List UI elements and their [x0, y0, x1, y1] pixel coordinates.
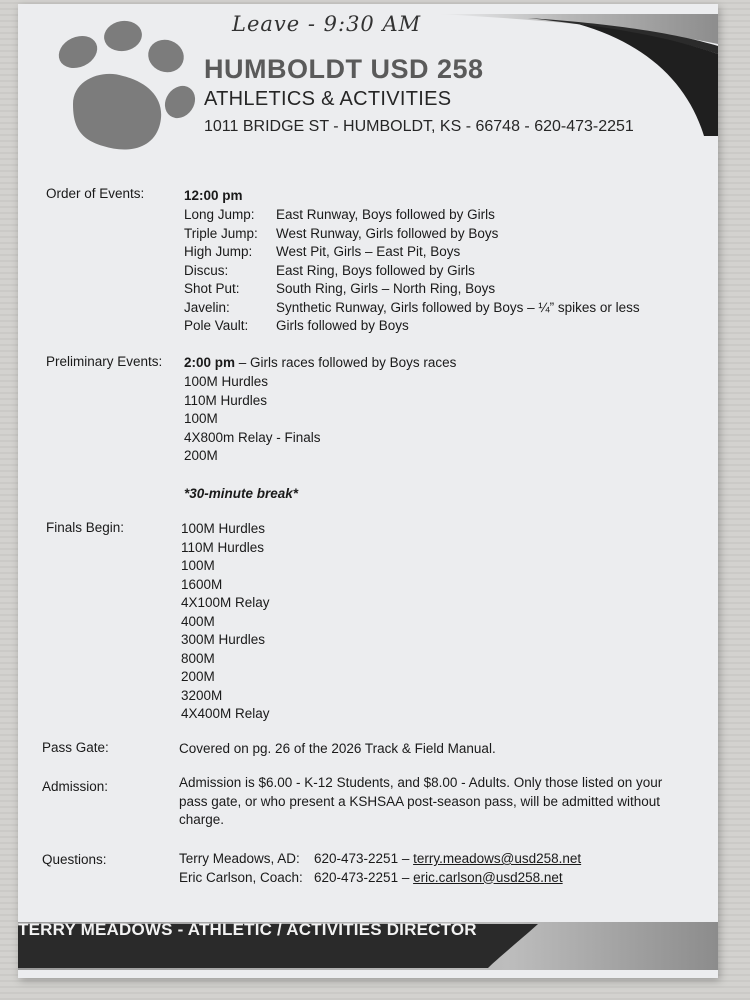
event-name: Shot Put: [184, 281, 240, 296]
paw-print-logo-icon [48, 14, 198, 159]
event-name-list [184, 206, 258, 336]
admission-line: Admission is $6.00 - K-12 Students, and $8.00 - Adults. Only those listed on your [179, 775, 663, 790]
handwritten-note: Leave - 9:30 AM [232, 12, 422, 36]
finals-event: 100M [181, 558, 215, 573]
admission-line: charge. [179, 812, 225, 827]
preliminary-event-list [184, 373, 321, 466]
contact-names [179, 850, 303, 887]
contact-phone: 620-473-2251 [314, 869, 399, 885]
event-detail: West Runway, Girls followed by Boys [276, 225, 499, 241]
contact-name: Eric Carlson, Coach: [179, 869, 303, 885]
finals-event: 3200M [181, 687, 223, 703]
event-detail: Girls followed by Boys [276, 318, 409, 333]
preliminary-time-note: – Girls races followed by Boys races [235, 355, 457, 370]
event-name: Javelin: [184, 299, 230, 315]
contact-phone: 620-473-2251 [314, 851, 399, 866]
event-name: Discus: [184, 262, 229, 278]
finals-event: 100M Hurdles [181, 521, 266, 536]
preliminary-event: 100M [184, 411, 218, 426]
event-name: Pole Vault: [184, 318, 249, 333]
event-name: High Jump: [184, 244, 253, 259]
preliminary-time-line [184, 354, 456, 373]
contact-line [314, 850, 581, 869]
questions-label: Questions: [42, 852, 107, 867]
event-name: Triple Jump: [184, 225, 258, 241]
finals-event: 4X100M Relay [181, 595, 270, 610]
footer-director-text: TERRY MEADOWS - ATHLETIC / ACTIVITIES DIRECTOR [18, 920, 477, 939]
finals-event: 110M Hurdles [181, 539, 265, 555]
flyer-page [18, 4, 718, 978]
admission-label: Admission: [42, 779, 109, 794]
event-detail: South Ring, Girls – North Ring, Boys [276, 281, 496, 296]
event-detail-list [276, 206, 640, 336]
contact-line [314, 869, 581, 888]
preliminary-event: 100M Hurdles [184, 374, 269, 389]
finals-event: 300M Hurdles [181, 632, 266, 647]
pass-gate-text: Covered on pg. 26 of the 2026 Track & Field Manual. [179, 741, 496, 756]
address-line: 1011 BRIDGE ST - HUMBOLDT, KS - 66748 - 620-473-2251 [204, 118, 634, 135]
contact-separator: – [398, 869, 414, 885]
event-detail: East Runway, Boys followed by Girls [276, 207, 495, 222]
contact-details [314, 850, 581, 887]
order-of-events-label: Order of Events: [46, 186, 145, 201]
event-detail: East Ring, Boys followed by Girls [276, 262, 475, 278]
finals-event: 4X400M Relay [181, 706, 270, 721]
finals-event: 1600M [181, 576, 223, 592]
contact-email-link[interactable]: terry.meadows@usd258.net [413, 851, 582, 866]
finals-event: 400M [181, 613, 215, 629]
event-name: Long Jump: [184, 207, 255, 222]
contact-separator: – [398, 851, 414, 866]
event-detail: Synthetic Runway, Girls followed by Boys – ¼” spikes or less [276, 299, 640, 315]
admission-text [179, 774, 662, 830]
district-title: HUMBOLDT USD 258 [204, 54, 484, 84]
preliminary-event: 110M Hurdles [184, 392, 268, 408]
pass-gate-label: Pass Gate: [42, 740, 109, 755]
event-detail: West Pit, Girls – East Pit, Boys [276, 244, 461, 259]
finals-label: Finals Begin: [46, 520, 125, 535]
contact-email-link[interactable]: eric.carlson@usd258.net [413, 869, 563, 885]
admission-line: pass gate, or who present a KSHSAA post-season pass, will be admitted without [179, 793, 661, 809]
finals-event: 200M [181, 669, 215, 684]
contact-name: Terry Meadows, AD: [179, 851, 300, 866]
finals-event-list [181, 520, 270, 724]
finals-event: 800M [181, 650, 215, 666]
preliminary-event: 4X800m Relay - Finals [184, 429, 321, 445]
preliminary-time: 2:00 pm [184, 355, 236, 370]
preliminary-event: 200M [184, 448, 218, 463]
order-of-events-time: 12:00 pm [184, 188, 243, 203]
break-note: *30-minute break* [184, 486, 299, 501]
department-subtitle: ATHLETICS & ACTIVITIES [204, 88, 452, 110]
preliminary-events-label: Preliminary Events: [46, 354, 163, 369]
